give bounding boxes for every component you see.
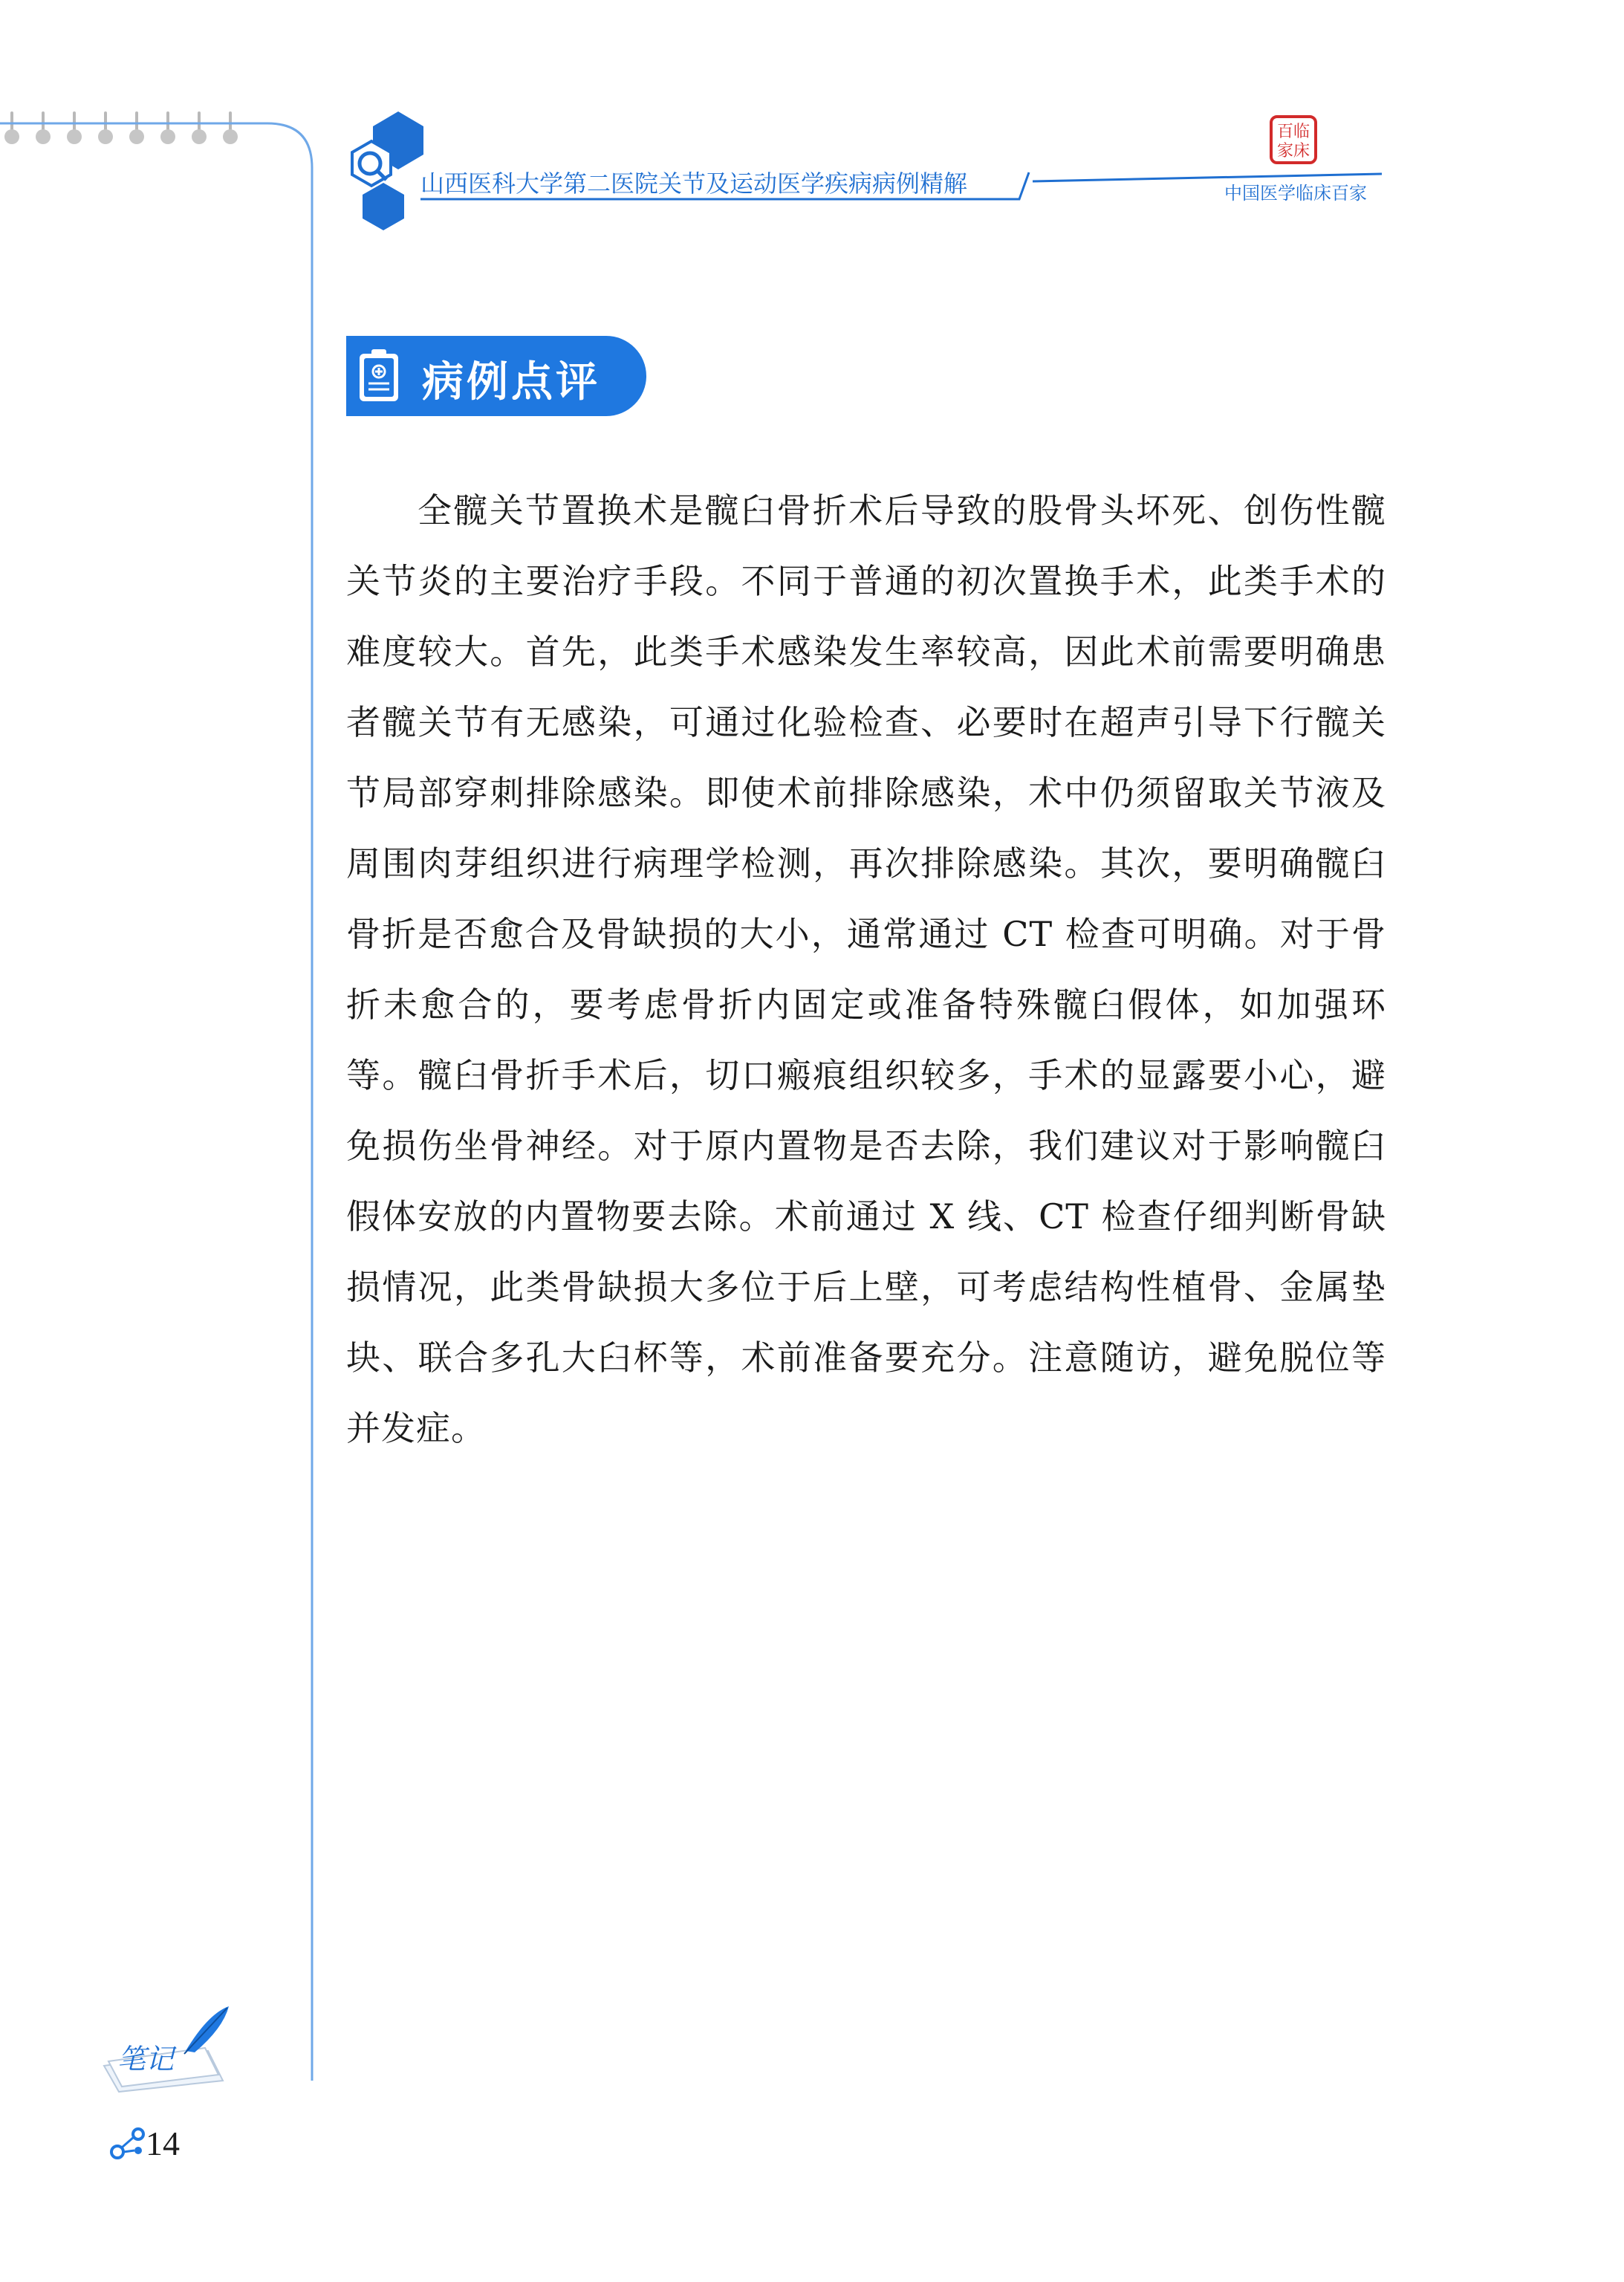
svg-text:家床: 家床 (1276, 142, 1310, 161)
notes-label: 笔记 (117, 2043, 175, 2075)
section-title: 病例点评 (422, 358, 600, 406)
series-name: 中国医学临床百家 (1224, 183, 1367, 204)
book-title: 山西医科大学第二医院关节及运动医学疾病病例精解 (420, 169, 968, 198)
page-number: 14 (146, 2124, 180, 2162)
seal-icon (1269, 114, 1318, 166)
clipboard-icon (354, 346, 406, 406)
svg-text:百临: 百临 (1276, 123, 1310, 141)
body-paragraph: 全髋关节置换术是髋臼骨折术后导致的股骨头坏死、创伤性髋关节炎的主要治疗手段。不同于普通的初次置换手术，此类手术的难度较大。首先，此类手术感染发生率较高，因此术前需要明确患者髋关节有无感染，可通过化验检查、必要时在超声引导下行髋关节局部穿刺排除感染。即使术前排除感染，术中仍须留取关节液及周围肉芽组织进行病理学检测，再次排除感染。其次，要明确髋臼骨折是否愈合及骨缺损的大小，通常通过 CT 检查可明确。对于骨折未愈合的，要考虑骨折内固定或准备特殊髋臼假体，如加强环等。髋臼骨折手术后，切口瘢痕组织较多，手术的显露要小心，避免损伤坐骨神经。对于原内置物是否去除，我们建议对于影响髋臼假体安放的内置物要去除。术前通过 X 线、CT 检查仔细判断骨缺损情况，此类骨缺损大多位于后上壁，可考虑结构性植骨、金属垫块、联合多孔大臼杯等，术前准备要充分。注意随访，避免脱位等并发症。 (346, 490, 1386, 1448)
molecule-icon (110, 2125, 147, 2162)
